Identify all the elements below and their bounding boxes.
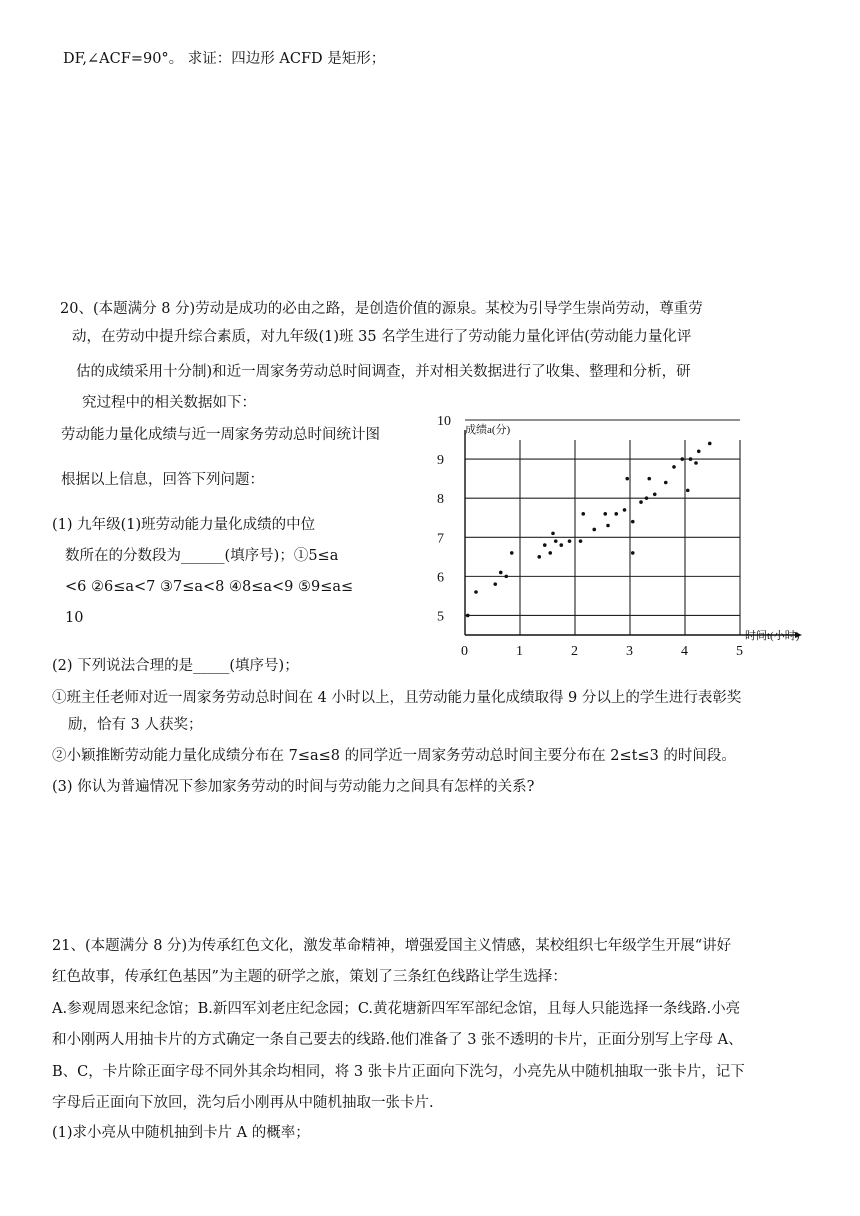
x-tick-label: 3 xyxy=(626,644,633,655)
data-point xyxy=(653,492,657,496)
q20-intro-line-3: 估的成绩采用十分制)和近一周家务劳动总时间调查，并对相关数据进行了收集、整理和分析，研 xyxy=(76,364,691,380)
chart-caption: 劳动能力量化成绩与近一周家务劳动总时间统计图 xyxy=(61,427,380,443)
x-axis-label: 时间t(小时) xyxy=(745,630,800,642)
statement-1-line-2: 励，恰有 3 人获奖； xyxy=(68,717,203,733)
data-point xyxy=(603,512,607,516)
data-point xyxy=(581,512,585,516)
data-point xyxy=(466,614,470,618)
x-tick-label: 4 xyxy=(681,644,688,655)
y-tick-label: 8 xyxy=(437,492,444,508)
data-point xyxy=(672,465,676,469)
chart-points xyxy=(466,442,712,618)
q20-part2: (2) 下列说法合理的是_____(填序号)； xyxy=(52,658,299,674)
y-tick-label: 6 xyxy=(437,570,444,586)
data-point xyxy=(592,528,596,532)
q21-line-3: A.参观周恩来纪念馆；B.新四军刘老庄纪念园；C.黄花塘新四军军部纪念馆，且每人只能选择一条线路.小亮 xyxy=(52,1001,741,1017)
q20-intro-line-4: 究过程中的相关数据如下： xyxy=(82,395,256,411)
data-point xyxy=(689,457,693,461)
data-point xyxy=(697,449,701,453)
q20-part3: (3) 你认为普遍情况下参加家务劳动的时间与劳动能力之间具有怎样的关系? xyxy=(52,779,535,795)
q21-line-2: 红色故事，传承红色基因”为主题的研学之旅，策划了三条红色线路让学生选择： xyxy=(52,969,567,985)
q21-line-1: 21、(本题满分 8 分)为传承红色文化，激发革命精神，增强爱国主义情感，某校组织七年级学生开展“讲好 xyxy=(52,938,732,954)
data-point xyxy=(568,539,572,543)
data-point xyxy=(579,539,583,543)
data-point xyxy=(708,442,712,446)
data-point xyxy=(504,575,508,579)
data-point xyxy=(606,524,610,528)
data-point xyxy=(686,489,690,493)
x-tick-label: 1 xyxy=(516,644,523,655)
q20-part1-line-2: 数所在的分数段为______(填序号)；①5≤a xyxy=(65,548,339,564)
data-point xyxy=(664,481,668,485)
data-point xyxy=(548,551,552,555)
data-point xyxy=(474,590,478,594)
q20-intro-line-2: 动，在劳动中提升综合素质，对九年级(1)班 35 名学生进行了劳动能力量化评估(劳动能力量化评 xyxy=(72,329,692,345)
data-point xyxy=(625,477,629,481)
data-point xyxy=(645,496,649,500)
q21-line-6: 字母后正面向下放回，洗匀后小刚再从中随机抽取一张卡片. xyxy=(52,1095,434,1111)
y-tick-label: 7 xyxy=(437,531,444,547)
y-axis-label: 成绩a(分) xyxy=(465,424,511,436)
q21-line-7: (1)求小亮从中随机抽到卡片 A 的概率； xyxy=(52,1125,310,1141)
data-point xyxy=(694,461,698,465)
q21-line-5: B、C，卡片除正面字母不同外其余均相同，将 3 张卡片正面向下洗匀，小亮先从中随机抽取一张卡片，记下 xyxy=(52,1064,745,1080)
q20-part1-line-4: 10 xyxy=(65,610,84,626)
data-point xyxy=(639,500,643,504)
data-point xyxy=(680,457,684,461)
data-point xyxy=(499,571,503,575)
data-point xyxy=(631,551,635,555)
q20-part1-line-3: <6 ②6≤a<7 ③7≤a<8 ④8≤a<9 ⑤9≤a≤ xyxy=(65,579,354,595)
y-tick-label: 9 xyxy=(437,453,444,469)
q21-line-4: 和小刚两人用抽卡片的方式确定一条自己要去的线路.他们准备了 3 张不透明的卡片，正面分别写上字母 A、 xyxy=(52,1032,743,1048)
data-point xyxy=(510,551,514,555)
x-tick-label: 0 xyxy=(461,644,468,655)
q20-part1-line-1: (1) 九年级(1)班劳动能力量化成绩的中位 xyxy=(52,517,316,533)
y-tick-label: 10 xyxy=(437,415,451,429)
data-point xyxy=(554,539,558,543)
data-point xyxy=(543,543,547,547)
data-point xyxy=(493,582,497,586)
data-point xyxy=(647,477,651,481)
data-point xyxy=(614,512,618,516)
data-point xyxy=(551,532,555,536)
q20-prompt: 根据以上信息，回答下列问题： xyxy=(61,472,264,488)
statement-2: ②小颖推断劳动能力量化成绩分布在 7≤a≤8 的同学近一周家务劳动总时间主要分布在 2≤t≤3 的时间段。 xyxy=(52,748,736,764)
q20-intro-line-1: 20、(本题满分 8 分)劳动是成功的必由之路，是创造价值的源泉。某校为引导学生崇尚劳动，尊重劳 xyxy=(60,301,703,317)
data-point xyxy=(623,508,627,512)
x-tick-label: 5 xyxy=(736,644,743,655)
chart-axes xyxy=(465,430,802,638)
x-tick-label: 2 xyxy=(571,644,578,655)
data-point xyxy=(631,520,635,524)
scatter-chart xyxy=(425,415,830,655)
data-point xyxy=(559,543,563,547)
y-tick-label: 5 xyxy=(437,609,444,625)
q19-text: DF,∠ACF=90°。 求证：四边形 ACFD 是矩形； xyxy=(63,51,386,67)
data-point xyxy=(537,555,541,559)
statement-1-line-1: ①班主任老师对近一周家务劳动总时间在 4 小时以上，且劳动能力量化成绩取得 9 分以上的学生进行表彰奖 xyxy=(52,690,742,706)
